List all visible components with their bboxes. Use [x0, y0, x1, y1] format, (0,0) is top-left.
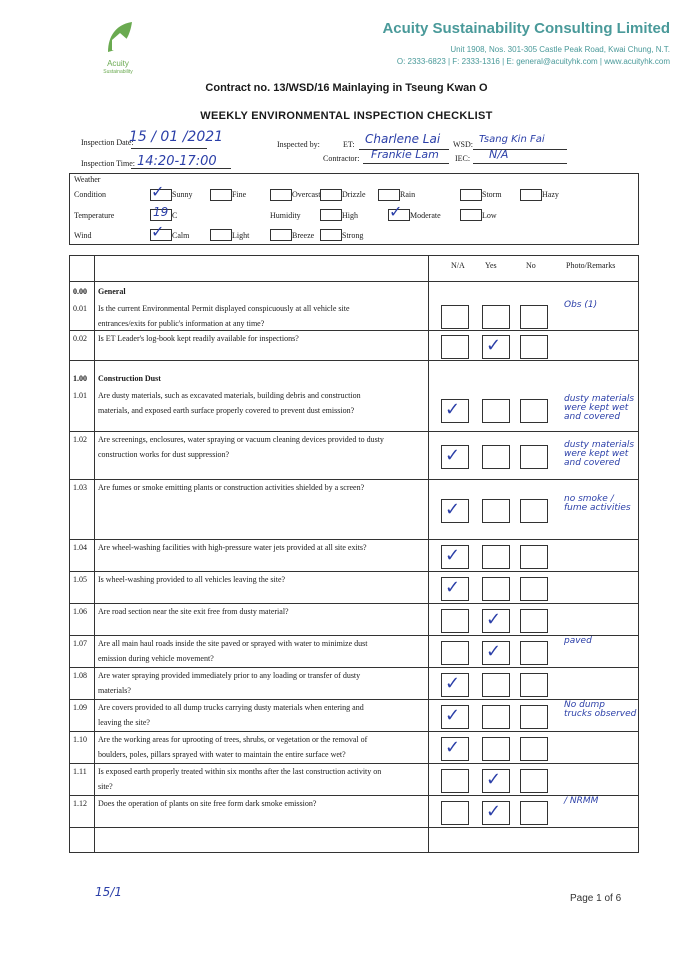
item-question: Are wheel-washing facilities with high-pressure water jets provided at all site exits?: [98, 543, 367, 552]
checkbox-hazy[interactable]: [520, 189, 542, 201]
option-low: Low: [482, 211, 497, 220]
checkbox-no[interactable]: [520, 769, 548, 793]
checkbox-yes[interactable]: [482, 577, 510, 601]
checkbox-no[interactable]: [520, 305, 548, 329]
item-number: 1.08: [73, 671, 87, 680]
table-row: [70, 668, 638, 700]
item-question: site?: [98, 782, 113, 791]
date-label: Inspection Date:: [81, 138, 134, 147]
checkbox-no[interactable]: [520, 801, 548, 825]
item-remark: No dump: [564, 700, 605, 710]
checkbox-no[interactable]: [520, 609, 548, 633]
temperature-label: Temperature: [74, 211, 115, 220]
option-light: Light: [232, 231, 250, 240]
option-calm: Calm: [172, 231, 190, 240]
table-row: [70, 388, 638, 432]
tick-na: ✓: [445, 545, 461, 566]
tick-na: ✓: [445, 577, 461, 598]
item-question: materials, and exposed earth surface properly covered to prevent dust emission?: [98, 406, 355, 415]
tick-yes: ✓: [486, 769, 502, 790]
tick-na: ✓: [445, 705, 461, 726]
row-divider: [70, 360, 638, 361]
weather-heading: Weather: [74, 175, 101, 184]
item-question: Are dusty materials, such as excavated materials, building debris and construction: [98, 391, 361, 400]
logo-text-1: Acuity: [107, 59, 129, 68]
iec-value: N/A: [489, 148, 509, 161]
checkbox-yes[interactable]: [482, 673, 510, 697]
checkbox-no[interactable]: [520, 445, 548, 469]
item-question: Are covers provided to all dump trucks carrying dusty materials when entering and: [98, 703, 364, 712]
time-value: 14:20-17:00: [137, 154, 217, 169]
table-row: [70, 764, 638, 796]
time-label: Inspection Time:: [81, 159, 136, 168]
logo-text-2: Sustainability: [103, 69, 133, 75]
tick-yes: ✓: [486, 335, 502, 356]
checkbox-no[interactable]: [520, 673, 548, 697]
temperature-value: 19: [153, 205, 169, 219]
option-moderate: Moderate: [410, 211, 441, 220]
option-strong: Strong: [342, 231, 364, 240]
item-question: emission during vehicle movement?: [98, 654, 214, 663]
checkbox-no[interactable]: [520, 737, 548, 761]
checkbox-no[interactable]: [520, 577, 548, 601]
tick-yes: ✓: [486, 609, 502, 630]
contractor-value: Frankie Lam: [371, 148, 439, 161]
inspected-by-label: Inspected by:: [277, 140, 320, 149]
checkbox-na[interactable]: [441, 305, 469, 329]
item-question: Are the working areas for uprooting of trees, shrubs, or vegetation or the removal of: [98, 735, 368, 744]
option-breeze: Breeze: [292, 231, 315, 240]
item-question: entrances/exits for public's information at any time?: [98, 319, 265, 328]
contract-title: Contract no. 13/WSD/16 Mainlaying in Tseung Kwan O: [205, 82, 488, 94]
checkbox-yes[interactable]: [482, 399, 510, 423]
tick-na: ✓: [445, 445, 461, 466]
checkbox-no[interactable]: [520, 499, 548, 523]
tick-na: ✓: [445, 499, 461, 520]
date-value: 15 / 01 /2021: [129, 129, 224, 145]
contractor-line: [363, 163, 449, 164]
tick-na: ✓: [445, 399, 461, 420]
contact-line: O: 2333-6823 | F: 2333-1316 | E: general@acuityhk.com | www.acuityhk.com: [396, 57, 670, 66]
checkbox-strong[interactable]: [320, 229, 342, 241]
company-logo: [88, 18, 148, 74]
checkbox-yes[interactable]: [482, 737, 510, 761]
header-yes: Yes: [485, 261, 497, 270]
checkbox-low[interactable]: [460, 209, 482, 221]
item-number: 1.06: [73, 607, 87, 616]
tick-yes: ✓: [486, 641, 502, 662]
wsd-value: Tsang Kin Fai: [479, 134, 545, 145]
item-remark: and covered: [564, 458, 621, 468]
header-no: No: [526, 261, 536, 270]
tick-calm: ✓: [151, 222, 165, 241]
table-row: [70, 700, 638, 732]
item-remark: trucks observed: [564, 709, 637, 719]
wsd-line: [473, 149, 567, 150]
temperature-unit: C: [172, 211, 178, 220]
checkbox-breeze[interactable]: [270, 229, 292, 241]
checkbox-no[interactable]: [520, 335, 548, 359]
table-row: [70, 432, 638, 480]
checkbox-na[interactable]: [441, 335, 469, 359]
checkbox-light[interactable]: [210, 229, 232, 241]
address-line: Unit 1908, Nos. 301-305 Castle Peak Road, Kwai Chung, N.T.: [450, 45, 670, 54]
item-number: 1.03: [73, 483, 87, 492]
iec-line: [473, 163, 567, 164]
checkbox-yes[interactable]: [482, 705, 510, 729]
condition-label: Condition: [74, 190, 107, 199]
item-question: Is ET Leader's log-book kept readily available for inspections?: [98, 334, 299, 343]
checkbox-drizzle[interactable]: [320, 189, 342, 201]
item-question: Are road section near the site exit free from dusty material?: [98, 607, 289, 616]
section-title: Construction Dust: [98, 374, 161, 383]
item-question: boulders, poles, pillars sprayed with water to maintain the entire surface wet?: [98, 750, 346, 759]
checkbox-no[interactable]: [520, 399, 548, 423]
option-high: High: [342, 211, 358, 220]
item-remark: were kept wet: [564, 403, 629, 413]
item-number: 1.10: [73, 735, 87, 744]
item-question: Are fumes or smoke emitting plants or construction activities shielded by a screen?: [98, 483, 365, 492]
checklist-table: [69, 255, 639, 853]
item-question: materials?: [98, 686, 131, 695]
checkbox-na[interactable]: [441, 609, 469, 633]
option-overcast: Overcast: [292, 190, 321, 199]
item-question: Are water spraying provided immediately prior to any loading or transfer of dusty: [98, 671, 361, 680]
checkbox-yes[interactable]: [482, 499, 510, 523]
item-remark: paved: [564, 636, 592, 646]
company-name: Acuity Sustainability Consulting Limited: [382, 20, 670, 37]
iec-label: IEC:: [455, 154, 471, 163]
item-question: Is exposed earth properly treated within six months after the last construction activity on: [98, 767, 382, 776]
item-question: Is the current Environmental Permit displayed conspicuously at all vehicle site: [98, 304, 350, 313]
checkbox-na[interactable]: [441, 801, 469, 825]
checkbox-yes[interactable]: [482, 545, 510, 569]
item-number: 0.01: [73, 304, 87, 313]
table-row: [70, 480, 638, 540]
item-question: Is wheel-washing provided to all vehicles leaving the site?: [98, 575, 286, 584]
option-hazy: Hazy: [542, 190, 559, 199]
item-number: 1.12: [73, 799, 87, 808]
footer-initials: 15/1: [95, 885, 122, 899]
tick-na: ✓: [445, 737, 461, 758]
leaf-house-icon: [88, 18, 148, 54]
wsd-label: WSD:: [453, 140, 473, 149]
option-drizzle: Drizzle: [342, 190, 366, 199]
item-remark: Obs (1): [564, 300, 598, 310]
weather-block: [69, 173, 639, 245]
checkbox-na[interactable]: [441, 769, 469, 793]
item-remark: were kept wet: [564, 449, 629, 459]
table-row: [70, 301, 638, 331]
et-value: Charlene Lai: [365, 132, 441, 146]
checklist-title: WEEKLY ENVIRONMENTAL INSPECTION CHECKLIST: [200, 110, 493, 122]
wind-label: Wind: [74, 231, 92, 240]
checkbox-overcast[interactable]: [270, 189, 292, 201]
item-number: 1.01: [73, 391, 87, 400]
table-row: [70, 636, 638, 668]
checkbox-yes[interactable]: [482, 305, 510, 329]
info-block: [69, 129, 639, 172]
section-number: 1.00: [73, 374, 87, 383]
et-label: ET:: [343, 140, 355, 149]
checkbox-no[interactable]: [520, 545, 548, 569]
item-question: construction works for dust suppression?: [98, 450, 230, 459]
item-remark: dusty materials: [564, 394, 635, 404]
header-na: N/A: [451, 261, 465, 270]
item-number: 1.11: [73, 767, 87, 776]
option-fine: Fine: [232, 190, 247, 199]
table-row: [70, 732, 638, 764]
checkbox-rain[interactable]: [378, 189, 400, 201]
checkbox-na[interactable]: [441, 641, 469, 665]
tick-moderate: ✓: [389, 202, 403, 221]
item-question: leaving the site?: [98, 718, 150, 727]
table-row: [70, 572, 638, 604]
item-question: Are screenings, enclosures, water spraying or vacuum cleaning devices provided to dusty: [98, 435, 384, 444]
option-storm: Storm: [482, 190, 502, 199]
item-number: 1.07: [73, 639, 87, 648]
option-sunny: Sunny: [172, 190, 193, 199]
section-number: 0.00: [73, 287, 87, 296]
table-row: [70, 604, 638, 636]
item-remark: / NRMM: [564, 796, 599, 806]
item-number: 0.02: [73, 334, 87, 343]
row-divider: [70, 827, 638, 828]
item-number: 1.02: [73, 435, 87, 444]
item-question: Are all main haul roads inside the site paved or sprayed with water to minimize dust: [98, 639, 368, 648]
page-number: Page 1 of 6: [570, 893, 622, 904]
table-row: [70, 540, 638, 572]
section-title: General: [98, 287, 126, 296]
item-number: 1.05: [73, 575, 87, 584]
company-address: [230, 44, 670, 68]
header-remarks: Photo/Remarks: [566, 261, 616, 270]
option-rain: Rain: [400, 190, 416, 199]
tick-na: ✓: [445, 673, 461, 694]
item-number: 1.04: [73, 543, 87, 552]
item-number: 1.09: [73, 703, 87, 712]
humidity-label: Humidity: [270, 211, 301, 220]
item-remark: and covered: [564, 412, 621, 422]
item-remark: no smoke /: [564, 494, 614, 504]
tick-sunny: ✓: [151, 182, 165, 201]
date-line: [131, 148, 207, 149]
table-row: [70, 331, 638, 361]
table-row: [70, 796, 638, 828]
contractor-label: Contractor:: [323, 154, 360, 163]
checkbox-no[interactable]: [520, 641, 548, 665]
checkbox-fine[interactable]: [210, 189, 232, 201]
item-question: Does the operation of plants on site free form dark smoke emission?: [98, 799, 317, 808]
header-row-divider: [70, 281, 638, 282]
checkbox-yes[interactable]: [482, 445, 510, 469]
item-remark: dusty materials: [564, 440, 635, 450]
checkbox-no[interactable]: [520, 705, 548, 729]
item-remark: fume activities: [564, 503, 631, 513]
tick-yes: ✓: [486, 801, 502, 822]
checkbox-storm[interactable]: [460, 189, 482, 201]
checkbox-high[interactable]: [320, 209, 342, 221]
